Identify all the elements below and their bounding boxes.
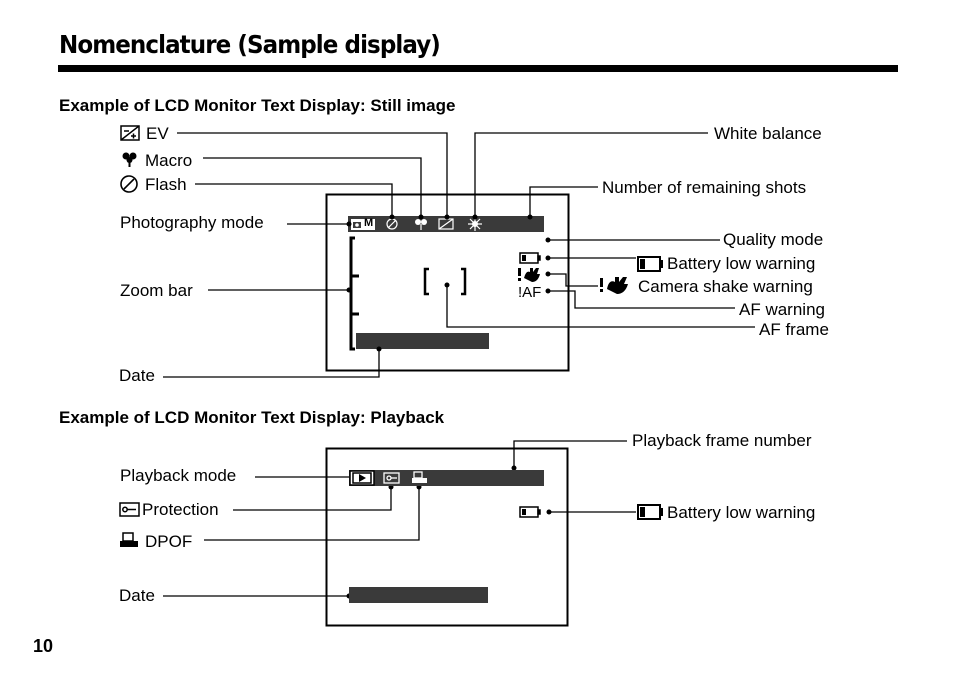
af-indicator-text: !AF: [518, 284, 542, 301]
dpof-leader: [204, 487, 419, 540]
protection-leader: [233, 487, 391, 510]
playback-mode-label: Playback mode: [120, 466, 237, 485]
mode-badge-text: M: [364, 217, 374, 229]
still-battery-icon: [520, 253, 540, 263]
still-image-heading: Example of LCD Monitor Text Display: Still image: [59, 96, 456, 115]
date-leader: [163, 349, 379, 377]
macro-label-icon: [123, 153, 137, 168]
playback-top-bar: [349, 470, 544, 486]
zoom-bar-label: Zoom bar: [120, 281, 193, 300]
pb-battery-label-icon: [638, 505, 662, 519]
still-date-bar: [356, 333, 489, 349]
camera-shake-label-icon: [600, 277, 628, 294]
camera-shake-leader: [548, 274, 598, 286]
pb-battery-icon: [520, 507, 540, 517]
dpof-label-icon: [120, 533, 138, 547]
af-frame-brackets: [425, 269, 465, 294]
playback-icon: [350, 471, 374, 485]
ev-leader: [177, 133, 447, 217]
battery-label-icon: [638, 257, 662, 271]
camera-shake-label: Camera shake warning: [638, 277, 813, 296]
playback-date-bar: [349, 587, 488, 603]
flash-label-icon: [121, 176, 137, 192]
macro-label: Macro: [145, 151, 193, 170]
dpof-label: DPOF: [145, 532, 193, 551]
ev-label-icon: [121, 126, 139, 140]
protection-label: Protection: [142, 500, 219, 519]
white-balance-label: White balance: [714, 124, 822, 143]
frame-number-leader: [514, 441, 627, 468]
pb-battery-low-label: Battery low warning: [667, 503, 816, 522]
macro-leader: [203, 158, 421, 217]
page-title: Nomenclature (Sample display): [59, 30, 440, 59]
pb-date-label: Date: [119, 586, 155, 605]
camera-shake-icon: [518, 268, 540, 282]
remaining-shots-leader: [530, 187, 598, 217]
remaining-shots-label: Number of remaining shots: [602, 178, 807, 197]
flash-label: Flash: [145, 175, 187, 194]
battery-low-label: Battery low warning: [667, 254, 816, 273]
af-frame-label: AF frame: [759, 320, 829, 339]
protection-label-icon: [120, 503, 139, 516]
ev-label: EV: [146, 124, 169, 143]
zoom-bar: [351, 238, 359, 349]
af-warning-label: AF warning: [739, 300, 825, 319]
white-balance-leader: [475, 133, 708, 217]
page-number: 10: [33, 636, 54, 656]
playback-heading: Example of LCD Monitor Text Display: Playback: [59, 408, 445, 427]
frame-number-label: Playback frame number: [632, 431, 812, 450]
photography-mode-label: Photography mode: [120, 213, 264, 232]
quality-mode-label: Quality mode: [723, 230, 824, 249]
date-label: Date: [119, 366, 155, 385]
